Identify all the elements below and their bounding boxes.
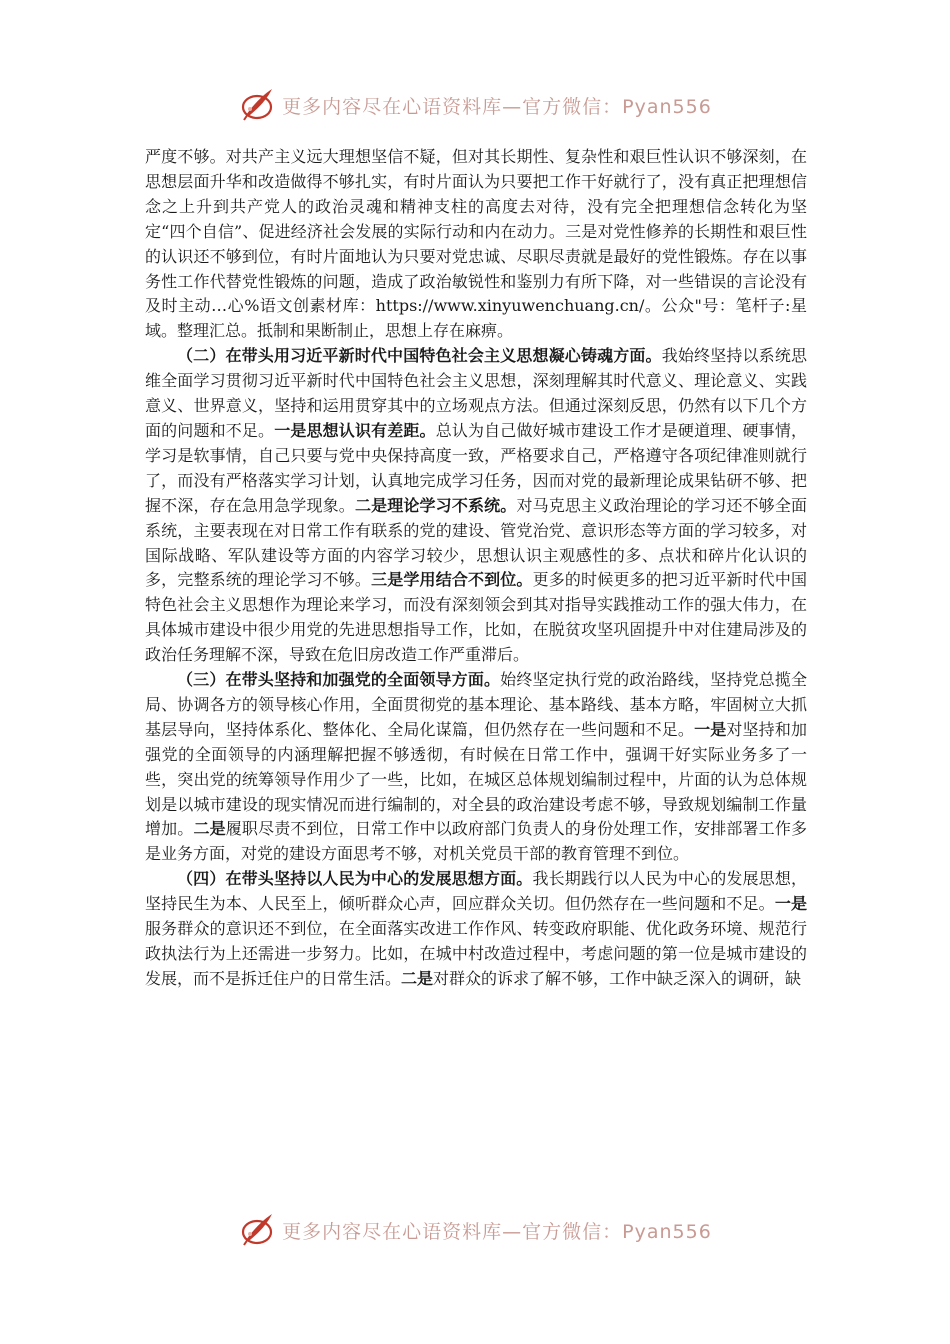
- pen-quill-logo: [238, 1210, 278, 1250]
- paragraph-4: [145, 867, 807, 992]
- footer-watermark: [0, 1207, 950, 1253]
- watermark-text: 更多内容尽在心语资料库—官方微信：Pyan556: [282, 95, 712, 118]
- document-body: [145, 145, 807, 992]
- header-watermark: [0, 82, 950, 128]
- paragraph-1: [145, 145, 807, 344]
- bold-text-run: 一是思想认识有差距。: [274, 420, 436, 440]
- text-run: 对坚持和加强党的全面领导的内涵理解把握不够透彻，有时候在日常工作中，强调干好实际业务多了一些，突出党的统筹领导作用少了一些，比如，在城区总体规划编制过程中，片面的认为总体规划是以城市建设的现实情况而进行编制的，对全县的政治建设考虑不够，导致规划编制工作量增加。: [145, 719, 807, 839]
- text-run: 履职尽责不到位，日常工作中以政府部门负责人的身份处理工作，安排部署工作多是业务方面，对党的建设方面思考不够，对机关党员干部的教育管理不到位。: [145, 819, 807, 864]
- watermark-text: 更多内容尽在心语资料库—官方微信：Pyan556: [282, 1220, 712, 1243]
- bold-text-run: 一是: [774, 894, 807, 914]
- text-run: 更多的时候更多的把习近平新时代中国特色社会主义思想作为理论来学习，而没有深刻领会到其对指导实践推动工作的强大伟力，在具体城市建设中很少用党的先进思想指导工作，比如，在脱贫攻坚巩固提升中对住建局涉及的政治任务理解不深，导致在危旧房改造工作严重滞后。: [145, 570, 807, 665]
- text-run: 总认为自己做好城市建设工作才是硬道理、硬事情，学习是软事情，自己只要与党中央保持高度一致，严格要求自己，严格遵守各项纪律准则就行了，而没有严格落实学习计划，认真地完成学习任务，因而对党的最新理论成果钻研不够、把握不深，存在急用急学现象。: [145, 420, 807, 515]
- text-run: 我长期践行以人民为中心的发展思想，坚持民生为本、人民至上，倾听群众心声，回应群众关切。但仍然存在一些问题和不足。: [145, 869, 807, 914]
- bold-text-run: （四）在带头坚持以人民为中心的发展思想方面。: [177, 869, 533, 889]
- text-run: 始终坚定执行党的政治路线，坚持党总揽全局、协调各方的领导核心作用，全面贯彻党的基本理论、基本路线、基本方略，牢固树立大抓基层导向，坚持体系化、整体化、全局化谋篇，但仍然存在一些问题和不足。: [145, 670, 807, 739]
- text-run: 我始终坚持以系统思维全面学习贯彻习近平新时代中国特色社会主义思想，深刻理解其时代意义、理论意义、实践意义、世界意义，坚持和运用贯穿其中的立场观点方法。但通过深刻反思，仍然有以下几个方面的问题和不足。: [145, 346, 807, 440]
- text-run: 对群众的诉求了解不够，工作中缺乏深入的调研，缺: [433, 968, 802, 988]
- bold-text-run: 二是理论学习不系统。: [354, 495, 517, 515]
- paragraph-3: [145, 668, 807, 867]
- bold-text-run: （三）在带头坚持和加强党的全面领导方面。: [177, 670, 501, 690]
- bold-text-run: 一是: [694, 719, 727, 739]
- bold-text-run: 二是: [401, 968, 434, 988]
- text-run: 服务群众的意识还不到位，在全面落实改进工作作风、转变政府职能、优化政务环境、规范行政执法行为上还需进一步努力。比如，在城中村改造过程中，考虑问题的第一位是城市建设的发展，而不是拆迁住户的日常生活。: [145, 919, 807, 988]
- pen-quill-logo: [238, 85, 278, 125]
- bold-text-run: （二）在带头用习近平新时代中国特色社会主义思想凝心铸魂方面。: [177, 346, 662, 366]
- bold-text-run: 三是学用结合不到位。: [371, 570, 533, 590]
- text-run: 严度不够。对共产主义远大理想坚信不疑，但对其长期性、复杂性和艰巨性认识不够深刻，在思想层面升华和改造做得不够扎实，有时片面认为只要把工作干好就行了，没有真正把理想信念之上升到共产党人的政治灵魂和精神支柱的高度去对待，没有完全把理想信念转化为坚定“四个自信”、促进经济社会发展的实际行动和内在动力。三是对党性修养的长期性和艰巨性的认识还不够到位，有时片面地认为只要对党忠诚、尽职尽责就是最好的党性锻炼。存在以事务性工作代替党性锻炼的问题，造成了政治敏锐性和鉴别力有所下降，对一些错误的言论没有及时主动…心%语文创素材库：https://www.xinyuwenchuang.cn/。公众"号：笔杆子:星域。整理汇总。抵制和果断制止，思想上存在麻痹。: [145, 147, 807, 341]
- paragraph-2: [145, 344, 807, 668]
- text-run: 对马克思主义政治理论的学习还不够全面系统，主要表现在对日常工作有联系的党的建设、管党治党、意识形态等方面的学习较多，对国际战略、军队建设等方面的内容学习较少，思想认识主观感性的多、点状和碎片化认识的多，完整系统的理论学习不够。: [145, 495, 807, 590]
- bold-text-run: 二是: [193, 819, 226, 839]
